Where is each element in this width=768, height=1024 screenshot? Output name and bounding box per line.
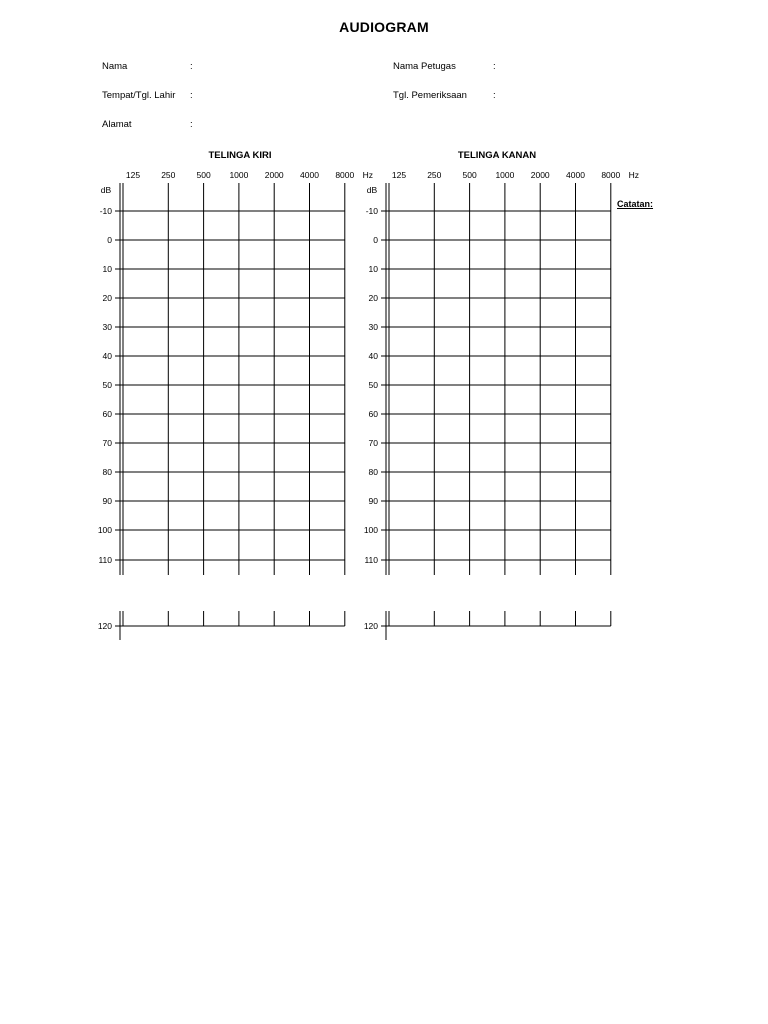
left-db-tick-80: 80 [102,467,112,477]
right-ear-title: TELINGA KANAN [457,150,537,161]
left-db-tick-30: 30 [102,322,112,332]
tempat-tgl-lahir-label: Tempat/Tgl. Lahir [102,90,176,101]
right-freq-label-4000: 4000 [566,170,585,180]
left-freq-label-4000: 4000 [300,170,319,180]
left-freq-label-500: 500 [196,170,211,180]
left-db-tick-110: 110 [98,555,112,565]
left-db-tick-0: 0 [107,235,112,245]
left-db-label: dB [100,185,112,195]
left-ear-title: TELINGA KIRI [208,150,272,161]
left-db-tick-20: 20 [102,293,112,303]
left-db-tick-70: 70 [102,438,112,448]
right-freq-label-8000: 8000 [601,170,621,180]
right-db-tick-30: 30 [368,322,378,332]
right-db-tick-50: 50 [368,380,378,390]
left-freq-label-250: 250 [161,170,176,180]
tgl-pemeriksaan-colon: : [493,90,496,101]
left-db-tick-120: 120 [97,621,112,631]
right-db-tick-40: 40 [368,351,378,361]
notes-label: Catatan: [617,199,654,209]
alamat-colon: : [190,119,193,130]
right-db-tick-100: 100 [363,525,378,535]
nama-label: Nama [102,61,128,72]
left-db-tick-100: 100 [97,525,112,535]
nama-colon: : [190,61,193,72]
right-freq-label-500: 500 [462,170,477,180]
right-db-tick-10: 10 [368,264,378,274]
nama-petugas-colon: : [493,61,496,72]
left-db-tick-50: 50 [102,380,112,390]
left-db-tick-40: 40 [102,351,112,361]
right-freq-label-2000: 2000 [530,170,550,180]
right-db-tick--10: -10 [365,206,378,216]
left-db-tick-60: 60 [102,409,112,419]
tempat-tgl-lahir-colon: : [190,90,193,101]
left-freq-label-2000: 2000 [264,170,284,180]
right-db-tick-120: 120 [363,621,378,631]
right-db-tick-70: 70 [368,438,378,448]
right-db-tick-60: 60 [368,409,378,419]
page-title: AUDIOGRAM [339,19,429,35]
right-freq-label-1000: 1000 [495,170,515,180]
left-hz-label: Hz [362,170,373,180]
tgl-pemeriksaan-label: Tgl. Pemeriksaan [393,90,467,101]
alamat-label: Alamat [102,119,132,130]
right-db-tick-110: 110 [364,555,378,565]
right-db-tick-80: 80 [368,467,378,477]
left-freq-label-125: 125 [125,170,141,180]
left-freq-label-8000: 8000 [335,170,355,180]
left-freq-label-1000: 1000 [229,170,249,180]
right-freq-label-125: 125 [391,170,407,180]
left-db-tick-90: 90 [102,496,112,506]
right-db-tick-90: 90 [368,496,378,506]
left-db-tick-10: 10 [102,264,112,274]
nama-petugas-label: Nama Petugas [393,61,456,72]
right-db-label: dB [366,185,378,195]
right-db-tick-0: 0 [373,235,378,245]
right-freq-label-250: 250 [427,170,442,180]
right-hz-label: Hz [628,170,639,180]
right-db-tick-20: 20 [368,293,378,303]
left-db-tick--10: -10 [99,206,112,216]
